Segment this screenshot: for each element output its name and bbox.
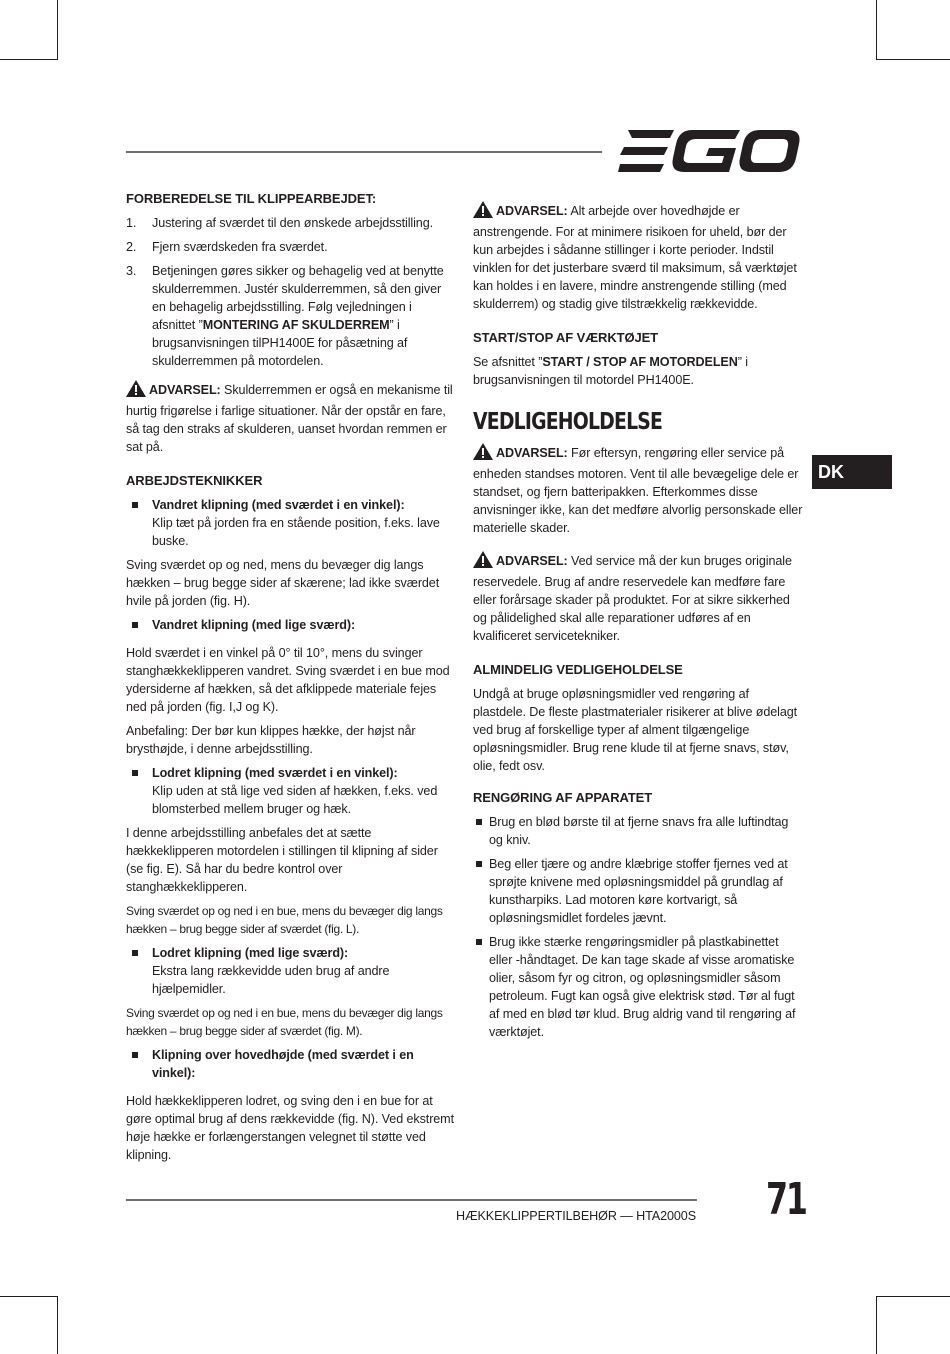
list-number: 2. [126,240,137,254]
paragraph [473,353,803,389]
bullet-title: Klipning over hovedhøjde (med sværdet i en vinkel): [152,1048,414,1080]
techniques-list [126,944,454,998]
paragraph: Sving sværdet op og ned i en bue, mens du bevæger dig langs hækken – brug begge sider af sværdet (fig. L). [126,904,443,936]
section-heading: ALMINDELIG VEDLIGEHOLDELSE [473,662,683,677]
warning-text: Skulderremmen er også en mekanisme til hurtig frigørelse i farlige situationer. Når der opstår en fare, så tag den straks af skulderen, uanset hvordan remmen er sat på. [126,383,453,454]
crop-mark [0,59,58,60]
footer-rule [126,1199,697,1201]
right-column [473,201,803,1047]
warning-icon [473,201,493,223]
bullet-text: Ekstra lang rækkevidde uden brug af andre hjælpemidler. [152,964,390,996]
list-number: 1. [126,216,137,230]
crop-mark [876,1296,950,1297]
paragraph: I denne arbejdsstilling anbefales det at sætte hækkeklipperen motordelen i stillingen til klipning af sider (se fig. E). Så har du bedre kontrol over stanghækkeklipperen. [126,826,438,894]
list-number: 3. [126,264,137,278]
list-text-bold: MONTERING AF SKULDERREM [202,318,390,332]
crop-mark [57,0,58,60]
paragraph-text: Se afsnittet ” [473,355,543,369]
paragraph: Sving sværdet op og ned i en bue, mens du bevæger dig langs hækken – brug begge sider af sværdet (fig. M). [126,1006,443,1038]
list-item [126,496,454,550]
warning-text: Alt arbejde over hovedhøjde er anstrengende. For at minimere risikoen for uheld, bør der kun arbejdes i sådanne stillinger i korte perioder. Indstil vinklen for det justerbare sværd til maksimum, så værktøjet kan holdes i en lavere, mindre anstrengende stilling (med skulderrem) og stadig give tilstrækkelig rækkevidde. [473,204,797,311]
section-heading: FORBEREDELSE TIL KLIPPEARBEJDET: [126,191,377,206]
left-column [126,190,454,1170]
page-number: 71 [766,1174,806,1225]
warning-icon [473,443,493,465]
section-heading: RENGØRING AF APPARATET [473,790,653,805]
language-tab: DK [812,455,892,489]
bullet-text: Klip tæt på jorden fra en stående position, f.eks. lave buske. [152,516,440,548]
list-text: Betjeningen gøres sikker og behagelig ved at benytte skulderremmen. Justér skulderremmen, så den giver en behagelig arbejdsstilling. Følg vejledningen i afsnittet ” [152,264,444,332]
warning-label: ADVARSEL: [496,204,568,218]
footer-title: HÆKKEKLIPPERTILBEHØR — HTA2000S [456,1209,696,1223]
warning-block [126,380,454,456]
crop-mark [0,1296,58,1297]
paragraph: Hold sværdet i en vinkel på 0° til 10°, mens du svinger stanghækkeklipperen vandret. Sving sværdet i en bue mod ydersiderne af hækken, så det afklippede materiale fejes ned på jorden (fig. I,J og K). [126,646,450,714]
paragraph: Hold hækkeklipperen lodret, og sving den i en bue for at gøre optimal brug af dens rækkevidde (fig. N). Ved ekstremt høje hække er forlængerstangen velegnet til støtte ved klipning. [126,1094,454,1162]
crop-mark [876,1296,877,1354]
warning-label: ADVARSEL: [149,383,221,397]
list-item [126,764,454,818]
cleaning-list [473,813,803,1041]
warning-text: Ved service må der kun bruges originale reservedele. Brug af andre reservedele kan medføre fare eller forårsage skader på produktet. For at sikre sikkerhed og pålidelighed skal alle reparationer udføres af en kvalificeret servicetekniker. [473,554,792,643]
section-heading: ARBEJDSTEKNIKKER [126,473,263,488]
techniques-list [126,616,454,634]
warning-text: Før eftersyn, rengøring eller service på enheden standses motoren. Vent til alle bevægelige dele er standset, og fjern batteripakken. Efterkommes disse anvisninger ikke, kan det medføre alvorlig personskade eller materielle skader. [473,446,803,535]
bullet-title: Vandret klipning (med lige sværd): [152,618,356,632]
warning-icon [473,551,493,573]
list-item: Brug ikke stærke rengøringsmidler på plastkabinettet eller -håndtaget. De kan tage skade af visse aromatiske olier, såsom fyr og citron, og opløsningsmidler såsom petroleum. Fugt kan også give elektrisk stød. Tør al fugt af med en blød tør klud. Brug aldrig vand til rengøring af værktøjet. [473,933,803,1041]
list-item [126,1046,454,1082]
list-item [126,262,454,370]
warning-block [473,443,803,537]
warning-label: ADVARSEL: [496,554,568,568]
section-title: VEDLIGEHOLDELSE [473,409,663,435]
list-item [126,944,454,998]
list-item: Beg eller tjære og andre klæbrige stoffer fjernes ved at sprøjte knivene med opløsningsmiddel på grundlag af kunstharpiks. Lad motoren køre kortvarigt, så opløsningsmidlet fordeles jævnt. [473,855,803,927]
crop-mark [876,59,950,60]
crop-mark [876,0,877,60]
paragraph: Undgå at bruge opløsningsmidler ved rengøring af plastdele. De fleste plastmaterialer risikerer at blive ødelagt ved brug af forskellige typer af alment tilgængelige opløsningsmidler. Brug rene klude til at fjerne snavs, støv, olie, fedt osv. [473,687,798,773]
warning-block [473,551,803,645]
list-item [126,616,454,634]
bullet-title: Lodret klipning (med lige sværd): [152,946,349,960]
warning-icon [126,380,146,402]
paragraph-text: ” i brugsanvisningen til motordel PH1400E. [473,355,748,387]
bullet-title: Lodret klipning (med sværdet i en vinkel): [152,766,398,780]
techniques-list [126,764,454,818]
bullet-title: Vandret klipning (med sværdet i en vinkel): [152,498,405,512]
warning-block [473,201,803,313]
header-rule [126,151,602,153]
paragraph: Anbefaling: Der bør kun klippes hække, der højst når brysthøjde, i denne arbejdsstilling. [126,724,416,756]
list-text: Justering af sværdet til den ønskede arbejdsstilling. [152,216,433,230]
list-text: ” i brugsanvisningen tilPH1400E for påsætning af skulderremmen på motordelen. [152,318,408,368]
list-text: Fjern sværdskeden fra sværdet. [152,240,328,254]
paragraph-bold: START / STOP AF MOTORDELEN [542,355,738,369]
warning-label: ADVARSEL: [496,446,568,460]
paragraph: Sving sværdet op og ned, mens du bevæger dig langs hækken – brug begge sider af skærene; lad ikke sværdet hvile på jorden (fig. H). [126,558,440,608]
bullet-text: Klip uden at stå lige ved siden af hækken, f.eks. ved blomsterbed mellem bruger og hæk. [152,784,438,816]
prep-list [126,214,454,370]
list-item: Brug en blød børste til at fjerne snavs fra alle luftindtag og kniv. [473,813,803,849]
ego-logo [618,130,800,172]
techniques-list [126,496,454,550]
section-heading: START/STOP AF VÆRKTØJET [473,330,659,345]
list-item [126,214,454,232]
crop-mark [57,1296,58,1354]
list-item [126,238,454,256]
techniques-list [126,1046,454,1082]
